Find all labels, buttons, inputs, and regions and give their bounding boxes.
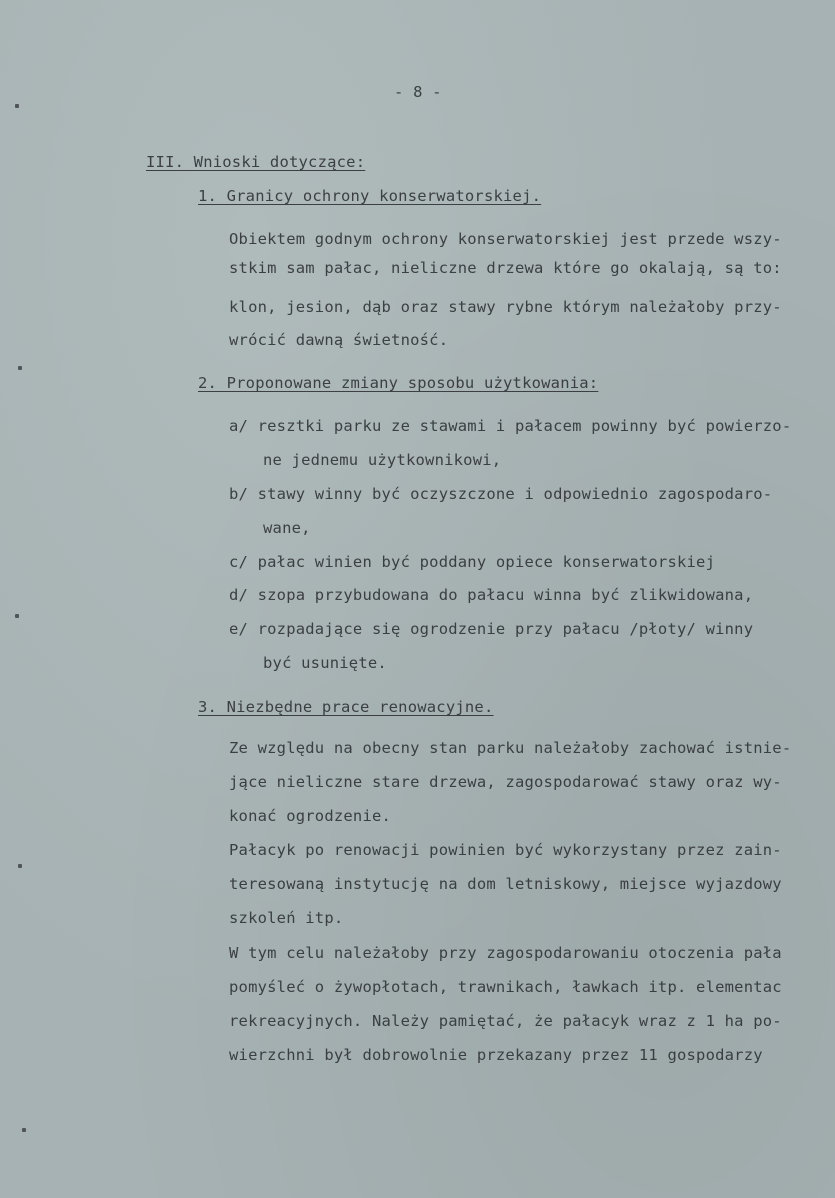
item3-line: teresowaną instytucję na dom letniskowy, miejsce wyjazdowy bbox=[229, 875, 782, 893]
item3-line: W tym celu należałoby przy zagospodarowaniu otoczenia pała bbox=[229, 944, 782, 962]
item3-line: jące nieliczne stare drzewa, zagospodarować stawy oraz wy- bbox=[229, 773, 782, 791]
item3-line: Pałacyk po renowacji powinien być wykorzystany przez zain- bbox=[229, 841, 782, 859]
item2-line: ne jednemu użytkownikowi, bbox=[263, 451, 502, 469]
item2-line: c/ pałac winien być poddany opiece konserwatorskiej bbox=[229, 553, 716, 571]
item1-heading: 1. Granicy ochrony konserwatorskiej. bbox=[198, 187, 542, 205]
margin-mark bbox=[18, 366, 22, 370]
margin-mark bbox=[15, 614, 19, 618]
item3-line: wierzchni był dobrowolnie przekazany przez 11 gospodarzy bbox=[229, 1046, 763, 1064]
item1-line: stkim sam pałac, nieliczne drzewa które go okalają, są to: bbox=[229, 259, 782, 277]
margin-mark bbox=[22, 1128, 26, 1132]
item1-line: wrócić dawną świetność. bbox=[229, 331, 449, 349]
margin-mark bbox=[18, 864, 22, 868]
item2-line: a/ resztki parku ze stawami i pałacem powinny być powierzo- bbox=[229, 417, 792, 435]
page-number: - 8 - bbox=[394, 83, 442, 101]
item3-line: pomyśleć o żywopłotach, trawnikach, ławkach itp. elementac bbox=[229, 978, 782, 996]
item2-line: d/ szopa przybudowana do pałacu winna być zlikwidowana, bbox=[229, 586, 754, 604]
item2-line: e/ rozpadające się ogrodzenie przy pałacu /płoty/ winny bbox=[229, 620, 754, 638]
item3-line: Ze względu na obecny stan parku należałoby zachować istnie- bbox=[229, 739, 792, 757]
item2-line: być usunięte. bbox=[263, 654, 387, 672]
item3-heading: 3. Niezbędne prace renowacyjne. bbox=[198, 698, 494, 716]
item1-line: klon, jesion, dąb oraz stawy rybne którym należałoby przy- bbox=[229, 298, 782, 316]
item2-line: wane, bbox=[263, 519, 311, 537]
item1-line: Obiektem godnym ochrony konserwatorskiej jest przede wszy- bbox=[229, 230, 782, 248]
item3-line: konać ogrodzenie. bbox=[229, 807, 392, 825]
item2-line: b/ stawy winny być oczyszczone i odpowiednio zagospodaro- bbox=[229, 485, 773, 503]
item3-line: rekreacyjnych. Należy pamiętać, że pałacyk wraz z 1 ha po- bbox=[229, 1012, 782, 1030]
section-heading: III. Wnioski dotyczące: bbox=[146, 153, 366, 171]
item3-line: szkoleń itp. bbox=[229, 909, 344, 927]
margin-mark bbox=[15, 104, 19, 108]
item2-heading: 2. Proponowane zmiany sposobu użytkowania: bbox=[198, 374, 599, 392]
